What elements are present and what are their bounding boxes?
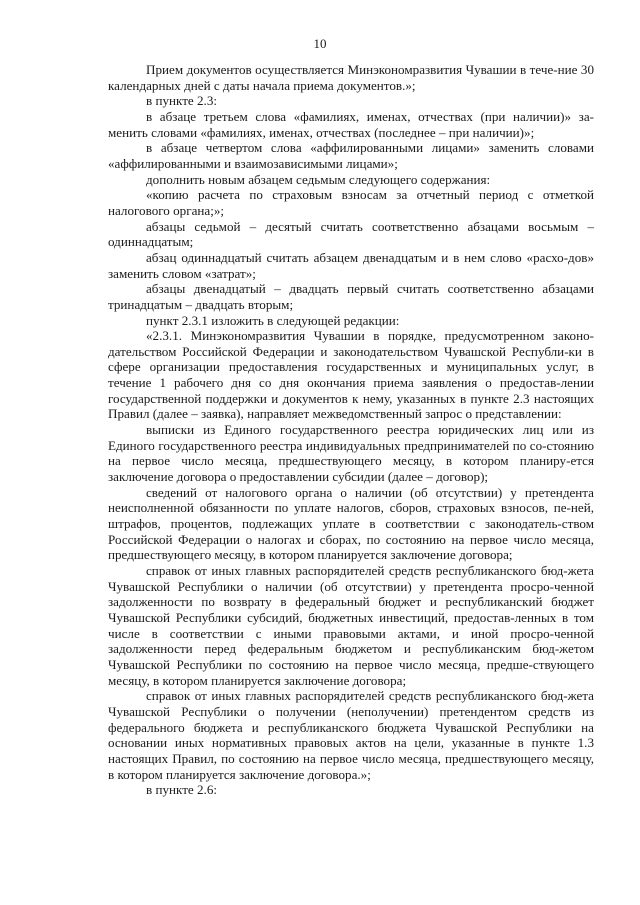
paragraph: справок от иных главных распорядителей средств республиканского бюд-жета Чувашской Республики о наличии (об отсутствии) у претендента просро-ченной задолженности по возврату в федеральный бюджет и республиканский бюджет Чувашской Республики субсидий, бюджетных инвестиций, предостав-ленных в том числе в соответствии с иными правовыми актами, и иной просро-ченной задолженности перед федеральным бюджетом и республиканским бюд-жетом Чувашской Республики по состоянию на первое число месяца, предше-ствующего месяцу, в котором планируется заключение договора;: [108, 563, 594, 688]
paragraph: сведений от налогового органа о наличии (об отсутствии) у претендента неисполненной обязанности по уплате налогов, сборов, страховых взносов, пе-ней, штрафов, процентов, подлежащих уплате в соответствии с законодатель-ством Российской Федерации о налогах и сборах, по состоянию на первое число месяца, предшествующего месяцу, в котором планируется заключение договора;: [108, 484, 594, 563]
paragraph: в абзаце четвертом слова «аффилированными лицами» заменить словами «аффилированными и взаимозависимыми лицами»;: [108, 140, 594, 171]
paragraph: абзацы седьмой – десятый считать соответственно абзацами восьмым – одиннадцатым;: [108, 218, 594, 250]
paragraph: абзац одиннадцатый считать абзацем двенадцатым и в нем слово «расхо-дов» заменить словом «затрат»;: [108, 249, 594, 281]
paragraph: дополнить новым абзацем седьмым следующего содержания:: [146, 171, 491, 187]
paragraph: в абзаце третьем слова «фамилиях, именах, отчествах (при наличии)» за-менить словами «фамилиях, именах, отчествах (последнее – при наличии)»;: [108, 108, 594, 140]
paragraph: абзацы двенадцатый – двадцать первый считать соответственно абзацами тринадцатым – двадцать вторым;: [108, 281, 594, 312]
paragraph: «2.3.1. Минэкономразвития Чувашии в порядке, предусмотренном законо-дательством Российской Федерации и законодательством Чувашской Республи-ки в сфере организации предоставления государственных и муниципальных услуг, в течение 1 рабочего дня со дня окончания приема заявления о предостав-лении государственной поддержки и документов к нему, указанных в пункте 2.3 настоящих Правил (далее – заявка), направляет межведомственный запрос о представлении:: [108, 328, 594, 422]
paragraph: «копию расчета по страховым взносам за отчетный период с отметкой налогового органа;»;: [108, 187, 594, 218]
paragraph: справок от иных главных распорядителей средств республиканского бюд-жета Чувашской Республики о получении (неполучении) претендентом средств из федерального бюджета и республиканского бюджета Чувашской Республики на основании иных нормативных правовых актов на цели, указанные в пункте 1.3 настоящих Правил, по состоянию на первое число месяца, предшествующего месяцу, в котором планируется заключение договора.»;: [108, 688, 594, 782]
paragraph: в пункте 2.6:: [146, 782, 218, 798]
paragraph: в пункте 2.3:: [146, 93, 218, 109]
paragraph: Прием документов осуществляется Минэкономразвития Чувашии в тече-ние 30 календарных дней с даты начала приема документов.»;: [108, 62, 594, 93]
paragraph: пункт 2.3.1 изложить в следующей редакции:: [146, 312, 400, 328]
paragraph: выписки из Единого государственного реестра юридических лиц или из Единого государственного реестра индивидуальных предпринимателей по со-стоянию на первое число месяца, предшествующего месяцу, в котором планиру-ется заключение договора о предоставлении субсидии (далее – договор);: [108, 422, 594, 485]
document-body: [108, 62, 594, 798]
page-number: 10: [313, 36, 327, 51]
